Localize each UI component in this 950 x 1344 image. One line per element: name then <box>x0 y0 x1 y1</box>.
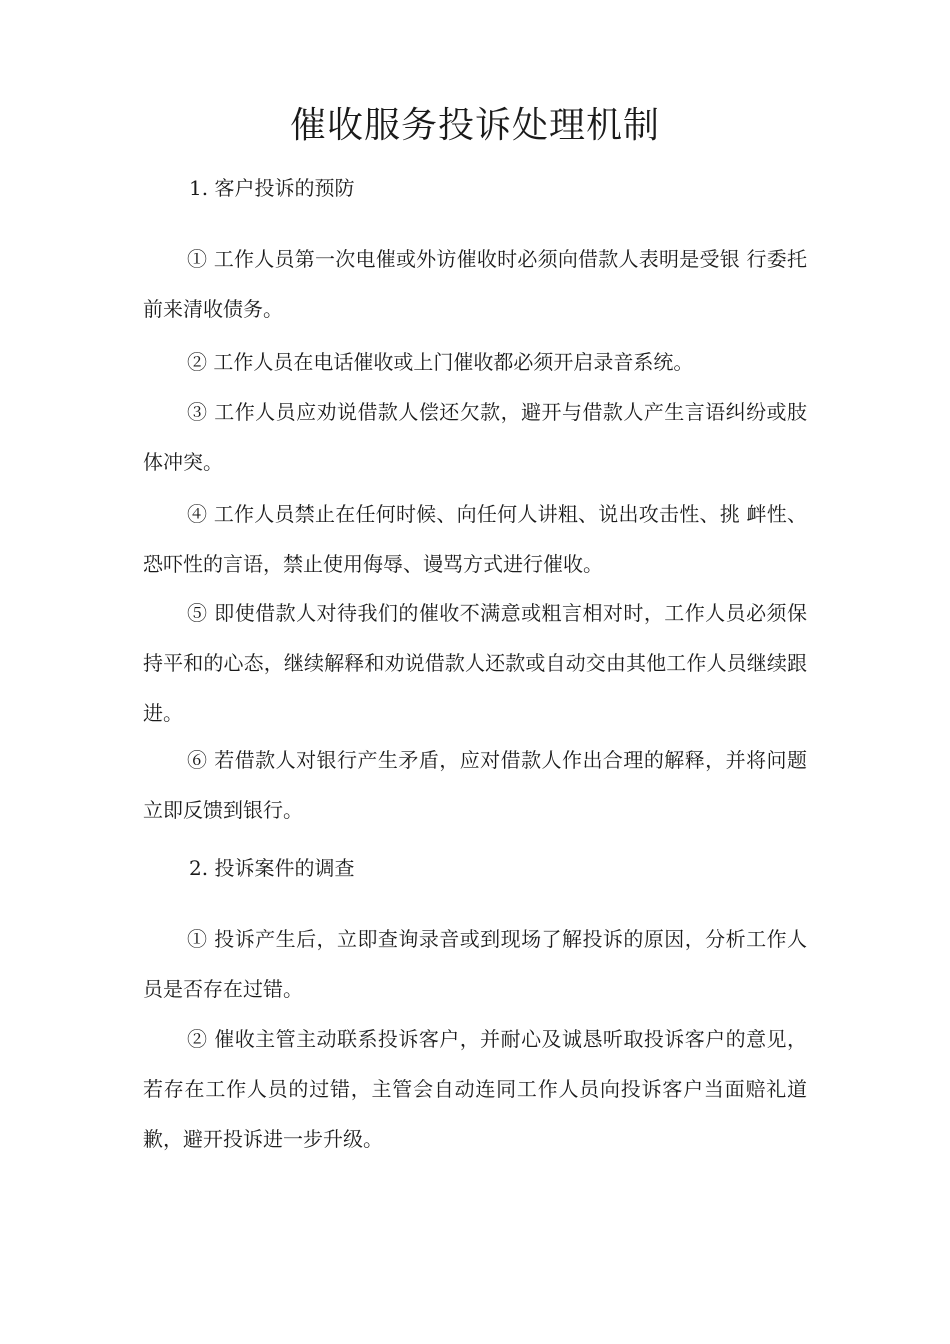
paragraph: ② 催收主管主动联系投诉客户，并耐心及诚恳听取投诉客户的意见，若存在工作人员的过错，主管会自动连同工作人员向投诉客户当面赔礼道歉，避开投诉进一步升级。 <box>143 1027 807 1151</box>
paragraph: ⑤ 即使借款人对待我们的催收不满意或粗言相对时，工作人员必须保持平和的心态，继续解释和劝说借款人还款或自动交由其他工作人员继续跟进。 <box>143 601 807 725</box>
paragraph: ④ 工作人员禁止在任何时候、向任何人讲粗、说出攻击性、挑 衅性、恐吓性的言语，禁止使用侮辱、谩骂方式进行催收。 <box>143 502 807 576</box>
section-heading-prevention: 1. 客户投诉的预防 <box>189 176 355 200</box>
paragraph: ③ 工作人员应劝说借款人偿还欠款，避开与借款人产生言语纠纷或肢体冲突。 <box>143 400 807 474</box>
paragraph: ⑥ 若借款人对银行产生矛盾，应对借款人作出合理的解释，并将问题立即反馈到银行。 <box>143 748 807 822</box>
section-heading-investigation: 2. 投诉案件的调查 <box>189 856 355 880</box>
paragraph: ② 工作人员在电话催收或上门催收都必须开启录音系统。 <box>187 350 694 374</box>
document-title: 催收服务投诉处理机制 <box>289 105 660 146</box>
paragraph: ① 工作人员第一次电催或外访催收时必须向借款人表明是受银 行委托前来清收债务。 <box>143 247 807 321</box>
paragraph: ① 投诉产生后，立即查询录音或到现场了解投诉的原因，分析工作人员是否存在过错。 <box>143 927 807 1001</box>
